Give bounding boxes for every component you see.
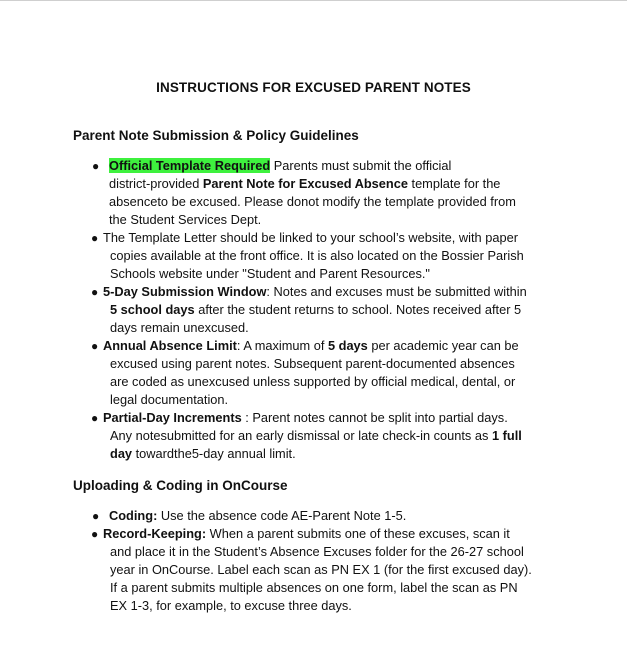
- list-item-coding: ● Coding: Use the absence code AE-Parent Note 1-5.: [92, 508, 407, 523]
- list-item-annual-limit: ● Annual Absence Limit: A maximum of 5 days per academic year can be excused using parent notes. Subsequent parent-documented absences are coded as unexcused unless supported by official medical, dental, or legal documentation.: [91, 338, 519, 407]
- list-item-partial-day: ● Partial-Day Increments : Parent notes cannot be split into partial days. Any notesubmitted for an early dismissal or late check-in counts as 1 full day towardthe5-day annual limit.: [91, 410, 522, 461]
- list-item-template-letter: ● The Template Letter should be linked to your school’s website, with paper copies available at the front office. It is also located on the Bossier Parish Schools website under "Student and Parent Resources.": [91, 230, 524, 281]
- page-edge-line: [0, 0, 627, 1]
- list-item-official-template: ● Official Template Required Parents must submit the official district-provided Parent Note for Excused Absence template for the absenceto be excused. Please donot modify the template provided from the Student Services Dept.: [92, 158, 516, 227]
- bullet-icon: ●: [91, 411, 99, 425]
- highlighted-label: Official Template Required: [109, 158, 271, 173]
- list-item-record-keeping: ● Record-Keeping: When a parent submits one of these excuses, scan it and place it in the Student’s Absence Excuses folder for the 26-27 school year in OnCourse. Label each scan as PN EX 1 (for the first excused day). If a parent submits multiple absences on one form, label the scan as PN EX 1-3, for example, to excuse three days.: [91, 526, 532, 613]
- bullet-icon: ●: [91, 527, 99, 541]
- section-heading-oncourse: Uploading & Coding in OnCourse: [73, 478, 288, 493]
- bullet-icon: ●: [91, 339, 99, 353]
- document-title: INSTRUCTIONS FOR EXCUSED PARENT NOTES: [156, 80, 471, 95]
- list-item-submission-window: ● 5-Day Submission Window: Notes and excuses must be submitted within 5 school days after the student returns to school. Notes received after 5 days remain unexcused.: [91, 284, 527, 335]
- oncourse-list: [92, 507, 579, 525]
- section-heading-policy: Parent Note Submission & Policy Guidelines: [73, 128, 359, 143]
- oncourse-list-continued: [91, 525, 583, 615]
- bullet-icon: ●: [91, 285, 99, 299]
- policy-list: [92, 157, 579, 229]
- bullet-icon: ●: [91, 231, 99, 245]
- bullet-icon: ●: [92, 509, 100, 523]
- bullet-icon: ●: [92, 159, 100, 173]
- policy-list-continued: [91, 229, 583, 463]
